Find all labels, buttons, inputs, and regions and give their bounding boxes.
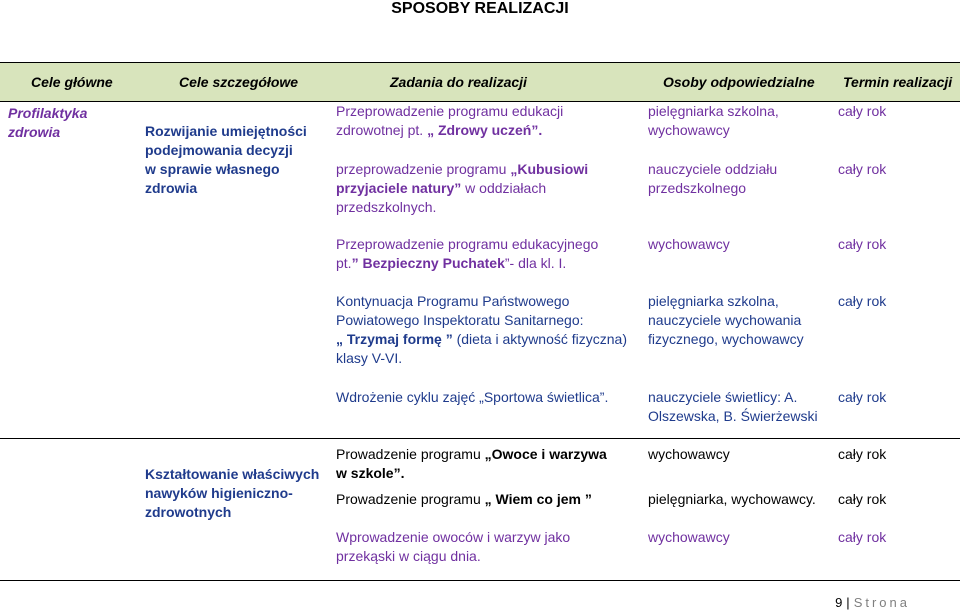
main-goal-line-1: Profilaktyka [8,105,88,121]
task-5-persons-line-2: Olszewska, B. Świerżewski [648,408,818,424]
header-tasks: Zadania do realizacji [390,74,527,90]
task-4-term: cały rok [838,293,887,309]
task-2-persons-line-2: przedszkolnego [648,180,747,196]
s2-task-1-persons: wychowawcy [648,446,730,462]
header-main-goals: Cele główne [31,74,113,90]
objective-line-1: Rozwijanie umiejętności [145,123,307,139]
table-bottom-border [0,580,960,581]
objective-line-3: w sprawie własnego [145,161,280,177]
task-1-term: cały rok [838,103,887,119]
task-2-term: cały rok [838,161,887,177]
task-5-line-1: Wdrożenie cyklu zajęć „Sportowa świetlica”. [336,389,609,405]
header-detailed-goals: Cele szczegółowe [179,74,299,90]
task-1-persons-line-2: wychowawcy [648,122,730,138]
task-1-line-1: Przeprowadzenie programu edukacji [336,103,564,119]
objective-2-line-1: Kształtowanie właściwych [145,466,320,482]
s2-task-1-line-2: w szkole”. [336,465,405,481]
task-2-persons-line-1: nauczyciele oddziału [648,161,778,177]
task-4-line-2: Powiatowego Inspektoratu Sanitarnego: [336,312,584,328]
task-1-line-2: zdrowotnej pt. „ Zdrowy uczeń”. [336,122,543,138]
task-1-persons-line-1: pielęgniarka szkolna, [648,103,779,119]
objective-line-4: zdrowia [145,180,198,196]
task-3-term: cały rok [838,236,887,252]
s2-task-3-line-1: Wprowadzenie owoców i warzyw jako [336,529,571,545]
task-4-persons-line-3: fizycznego, wychowawcy [648,331,804,347]
task-2-line-2: przyjaciele natury” w oddziałach [336,180,547,196]
s2-task-2-line-1: Prowadzenie programu „ Wiem co jem ” [336,491,592,507]
page-footer [835,595,910,610]
s2-task-1-term: cały rok [838,446,887,462]
task-3-line-1: Przeprowadzenie programu edukacyjnego [336,236,599,252]
header-responsible: Osoby odpowiedzialne [663,74,815,90]
task-5-term: cały rok [838,389,887,405]
s2-task-3-term: cały rok [838,529,887,545]
task-2-line-1: przeprowadzenie programu „Kubusiowi [336,161,589,177]
s2-task-3-persons: wychowawcy [648,529,730,545]
task-3-line-2: pt.” Bezpieczny Puchatek”- dla kl. I. [336,255,567,271]
objective-line-2: podejmowania decyzji [145,142,293,158]
task-2-line-3: przedszkolnych. [336,199,437,215]
task-4-line-1: Kontynuacja Programu Państwowego [336,293,570,309]
page-number: 9 [835,595,843,610]
header-deadline: Termin realizacji [843,74,953,90]
section-divider [0,438,960,439]
main-goal-line-2: zdrowia [8,124,61,140]
objective-2-line-3: zdrowotnych [145,504,232,520]
s2-task-2-term: cały rok [838,491,887,507]
footer-separator: | [846,595,850,610]
s2-task-3-line-2: przekąski w ciągu dnia. [336,548,481,564]
s2-task-2-persons: pielęgniarka, wychowawcy. [648,491,816,507]
page-word: Strona [853,595,910,610]
task-4-persons-line-1: pielęgniarka szkolna, [648,293,779,309]
task-5-persons-line-1: nauczyciele świetlicy: A. [648,389,798,405]
task-4-line-3: „ Trzymaj formę ” (dieta i aktywność fizyczna) [336,331,628,347]
table-header-row [0,62,960,102]
objective-2-line-2: nawyków higieniczno- [145,485,293,501]
page-title: SPOSOBY REALIZACJI [391,0,569,17]
s2-task-1-line-1: Prowadzenie programu „Owoce i warzywa [336,446,607,462]
task-4-persons-line-2: nauczyciele wychowania [648,312,802,328]
task-3-persons: wychowawcy [648,236,730,252]
task-4-line-4: klasy V-VI. [336,350,403,366]
